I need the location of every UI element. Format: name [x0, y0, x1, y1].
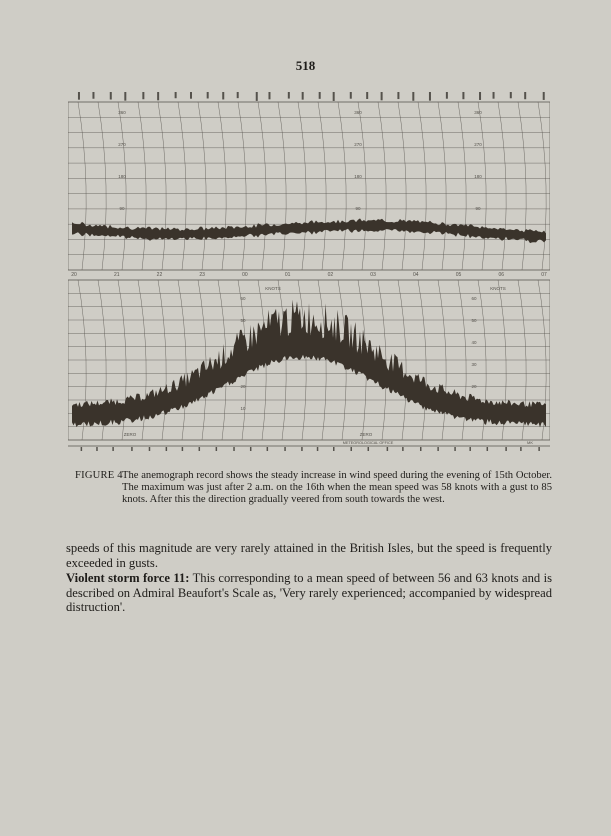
top-tick-mark [142, 92, 144, 99]
direction-time-arc [118, 102, 126, 270]
hour-label: 01 [284, 272, 291, 278]
top-tick-mark [446, 92, 448, 99]
hour-label: 00 [242, 272, 248, 278]
bottom-tick-mark [538, 447, 540, 451]
speed-tick-label-right: 60 [471, 296, 477, 301]
hour-label: 07 [541, 272, 547, 278]
bottom-tick-mark [487, 447, 489, 451]
direction-time-arc [378, 102, 386, 270]
top-tick-mark [479, 92, 481, 100]
zero-label-mid: ZERO [359, 432, 373, 437]
speed-tick-label-left: 20 [240, 384, 246, 389]
top-tick-mark [543, 92, 545, 100]
direction-time-arc [198, 102, 206, 270]
hour-label: 23 [199, 272, 205, 278]
top-tick-mark [124, 92, 126, 101]
beaufort-force-heading: Violent storm force 11: [66, 571, 190, 585]
bottom-tick-mark [368, 447, 370, 451]
top-tick-mark [157, 92, 159, 100]
top-tick-mark [319, 92, 321, 99]
top-tick-mark [92, 92, 94, 99]
direction-time-arc [438, 102, 446, 270]
bottom-tick-mark [317, 447, 319, 451]
bottom-tick-mark [301, 447, 303, 451]
direction-tick-label-left: 270 [118, 142, 126, 147]
direction-time-arc [458, 102, 466, 270]
top-tick-mark [110, 92, 112, 100]
figure-caption: The anemograph record shows the steady increase in wind speed during the evening of 15th October. The maximum was just after 2 a.m. on the 16th when the mean speed was 58 knots with a gust to 85 knots. After this the direction gradually veered from south towards the west. [122, 470, 552, 505]
speed-tick-label-left: 10 [240, 406, 246, 411]
direction-panel-frame [68, 102, 550, 270]
direction-tick-label-mid: 180 [354, 174, 362, 179]
direction-time-arc [258, 102, 266, 270]
top-tick-mark [510, 92, 512, 98]
figure-label: FIGURE 4 [75, 470, 123, 481]
top-tick-mark [462, 92, 464, 99]
direction-time-arc [138, 102, 146, 270]
direction-tick-label-mid: 360 [354, 110, 362, 115]
bottom-tick-mark [387, 447, 389, 451]
bottom-tick-mark [267, 447, 269, 451]
direction-time-arc [238, 102, 246, 270]
direction-time-arc [538, 102, 546, 270]
bottom-tick-mark [437, 447, 439, 451]
direction-time-arc [358, 102, 366, 270]
knots-label-right: KNOTS [490, 286, 506, 291]
direction-time-arc [318, 102, 326, 270]
hour-label: 06 [498, 272, 505, 278]
hour-label: 22 [156, 272, 163, 278]
bottom-tick-mark [350, 447, 352, 451]
direction-time-arc [178, 102, 186, 270]
body-paragraph-2 [66, 571, 552, 615]
speed-tick-label-right: 20 [471, 384, 477, 389]
bottom-tick-mark [454, 447, 456, 451]
top-tick-mark [288, 92, 290, 99]
direction-time-arc [78, 102, 86, 270]
speed-tick-label-right: 50 [471, 318, 477, 323]
speed-tick-label-left: 50 [240, 318, 246, 323]
corner-label: MK [527, 440, 533, 445]
speed-tick-label-right: 30 [471, 362, 477, 367]
bottom-tick-mark [149, 447, 151, 451]
top-tick-mark [333, 92, 335, 101]
knots-label-left: KNOTS [265, 286, 281, 291]
bottom-tick-mark [233, 447, 235, 451]
top-tick-mark [237, 92, 239, 98]
direction-tick-label-right: 180 [474, 174, 482, 179]
bottom-tick-mark [284, 447, 286, 451]
direction-tick-label-mid: 270 [354, 142, 362, 147]
bottom-tick-mark [81, 447, 83, 451]
top-tick-mark [493, 92, 495, 99]
bottom-tick-mark [402, 447, 404, 451]
top-tick-mark [397, 92, 399, 99]
hour-label: 04 [413, 272, 419, 278]
direction-time-arc [158, 102, 166, 270]
direction-tick-label-mid: 90 [355, 206, 361, 211]
top-tick-mark [190, 92, 192, 99]
direction-time-arc [518, 102, 526, 270]
hour-label: 20 [71, 272, 77, 278]
top-tick-mark [207, 92, 209, 98]
zero-label-left: ZERO [123, 432, 137, 437]
bottom-tick-mark [250, 447, 252, 451]
bottom-tick-mark [199, 447, 201, 451]
direction-time-arc [298, 102, 306, 270]
hour-label: 21 [113, 272, 120, 278]
bottom-tick-mark [182, 447, 184, 451]
top-tick-mark [256, 92, 258, 101]
bottom-tick-mark [520, 447, 522, 451]
direction-tick-label-left: 90 [119, 206, 125, 211]
top-tick-mark [366, 92, 368, 99]
direction-time-arc [398, 102, 406, 270]
top-tick-mark [302, 92, 304, 100]
direction-tick-label-right: 360 [474, 110, 482, 115]
top-tick-mark [429, 92, 431, 101]
beaufort-force-description: This corresponding to a mean speed of between 56 and 63 knots and is described on Admiral Beaufort's Scale as, 'Very rarely experienced; accompanied by widespread distruction'. [66, 571, 552, 614]
body-paragraph-1: speeds of this magnitude are very rarely attained in the British Isles, but the speed is frequently exceeded in gusts. [66, 541, 552, 570]
bottom-tick-mark [96, 447, 98, 451]
hour-label: 03 [370, 272, 376, 278]
hour-label: 02 [327, 272, 334, 278]
direction-time-arc [338, 102, 346, 270]
direction-time-arc [498, 102, 506, 270]
speed-tick-label-right: 40 [471, 340, 477, 345]
direction-time-arc [478, 102, 486, 270]
bottom-tick-mark [166, 447, 168, 451]
anemograph-figure [68, 90, 550, 455]
direction-tick-label-right: 270 [474, 142, 482, 147]
bottom-tick-mark [216, 447, 218, 451]
bottom-tick-mark [112, 447, 114, 451]
hour-label: 05 [455, 272, 462, 278]
bottom-tick-mark [333, 447, 335, 451]
top-tick-mark [78, 92, 80, 100]
direction-tick-label-left: 180 [118, 174, 126, 179]
direction-time-arc [218, 102, 226, 270]
top-tick-mark [222, 92, 224, 99]
top-tick-mark [268, 92, 270, 99]
bottom-tick-mark [420, 447, 422, 451]
direction-tick-label-left: 360 [118, 110, 126, 115]
top-tick-mark [381, 92, 383, 100]
direction-tick-label-right: 90 [475, 206, 481, 211]
bottom-tick-mark [131, 447, 133, 451]
page-number: 518 [295, 58, 316, 73]
top-tick-mark [175, 92, 177, 98]
speed-tick-label-left: 60 [240, 296, 246, 301]
direction-time-arc [418, 102, 426, 270]
direction-time-arc [98, 102, 106, 270]
bottom-tick-mark [505, 447, 507, 451]
bottom-tick-mark [469, 447, 471, 451]
anemograph-chart [68, 90, 550, 455]
top-tick-mark [524, 92, 526, 99]
office-label: METEOROLOGICAL OFFICE [342, 441, 394, 445]
direction-time-arc [278, 102, 286, 270]
top-tick-mark [350, 92, 352, 99]
top-tick-mark [412, 92, 414, 101]
